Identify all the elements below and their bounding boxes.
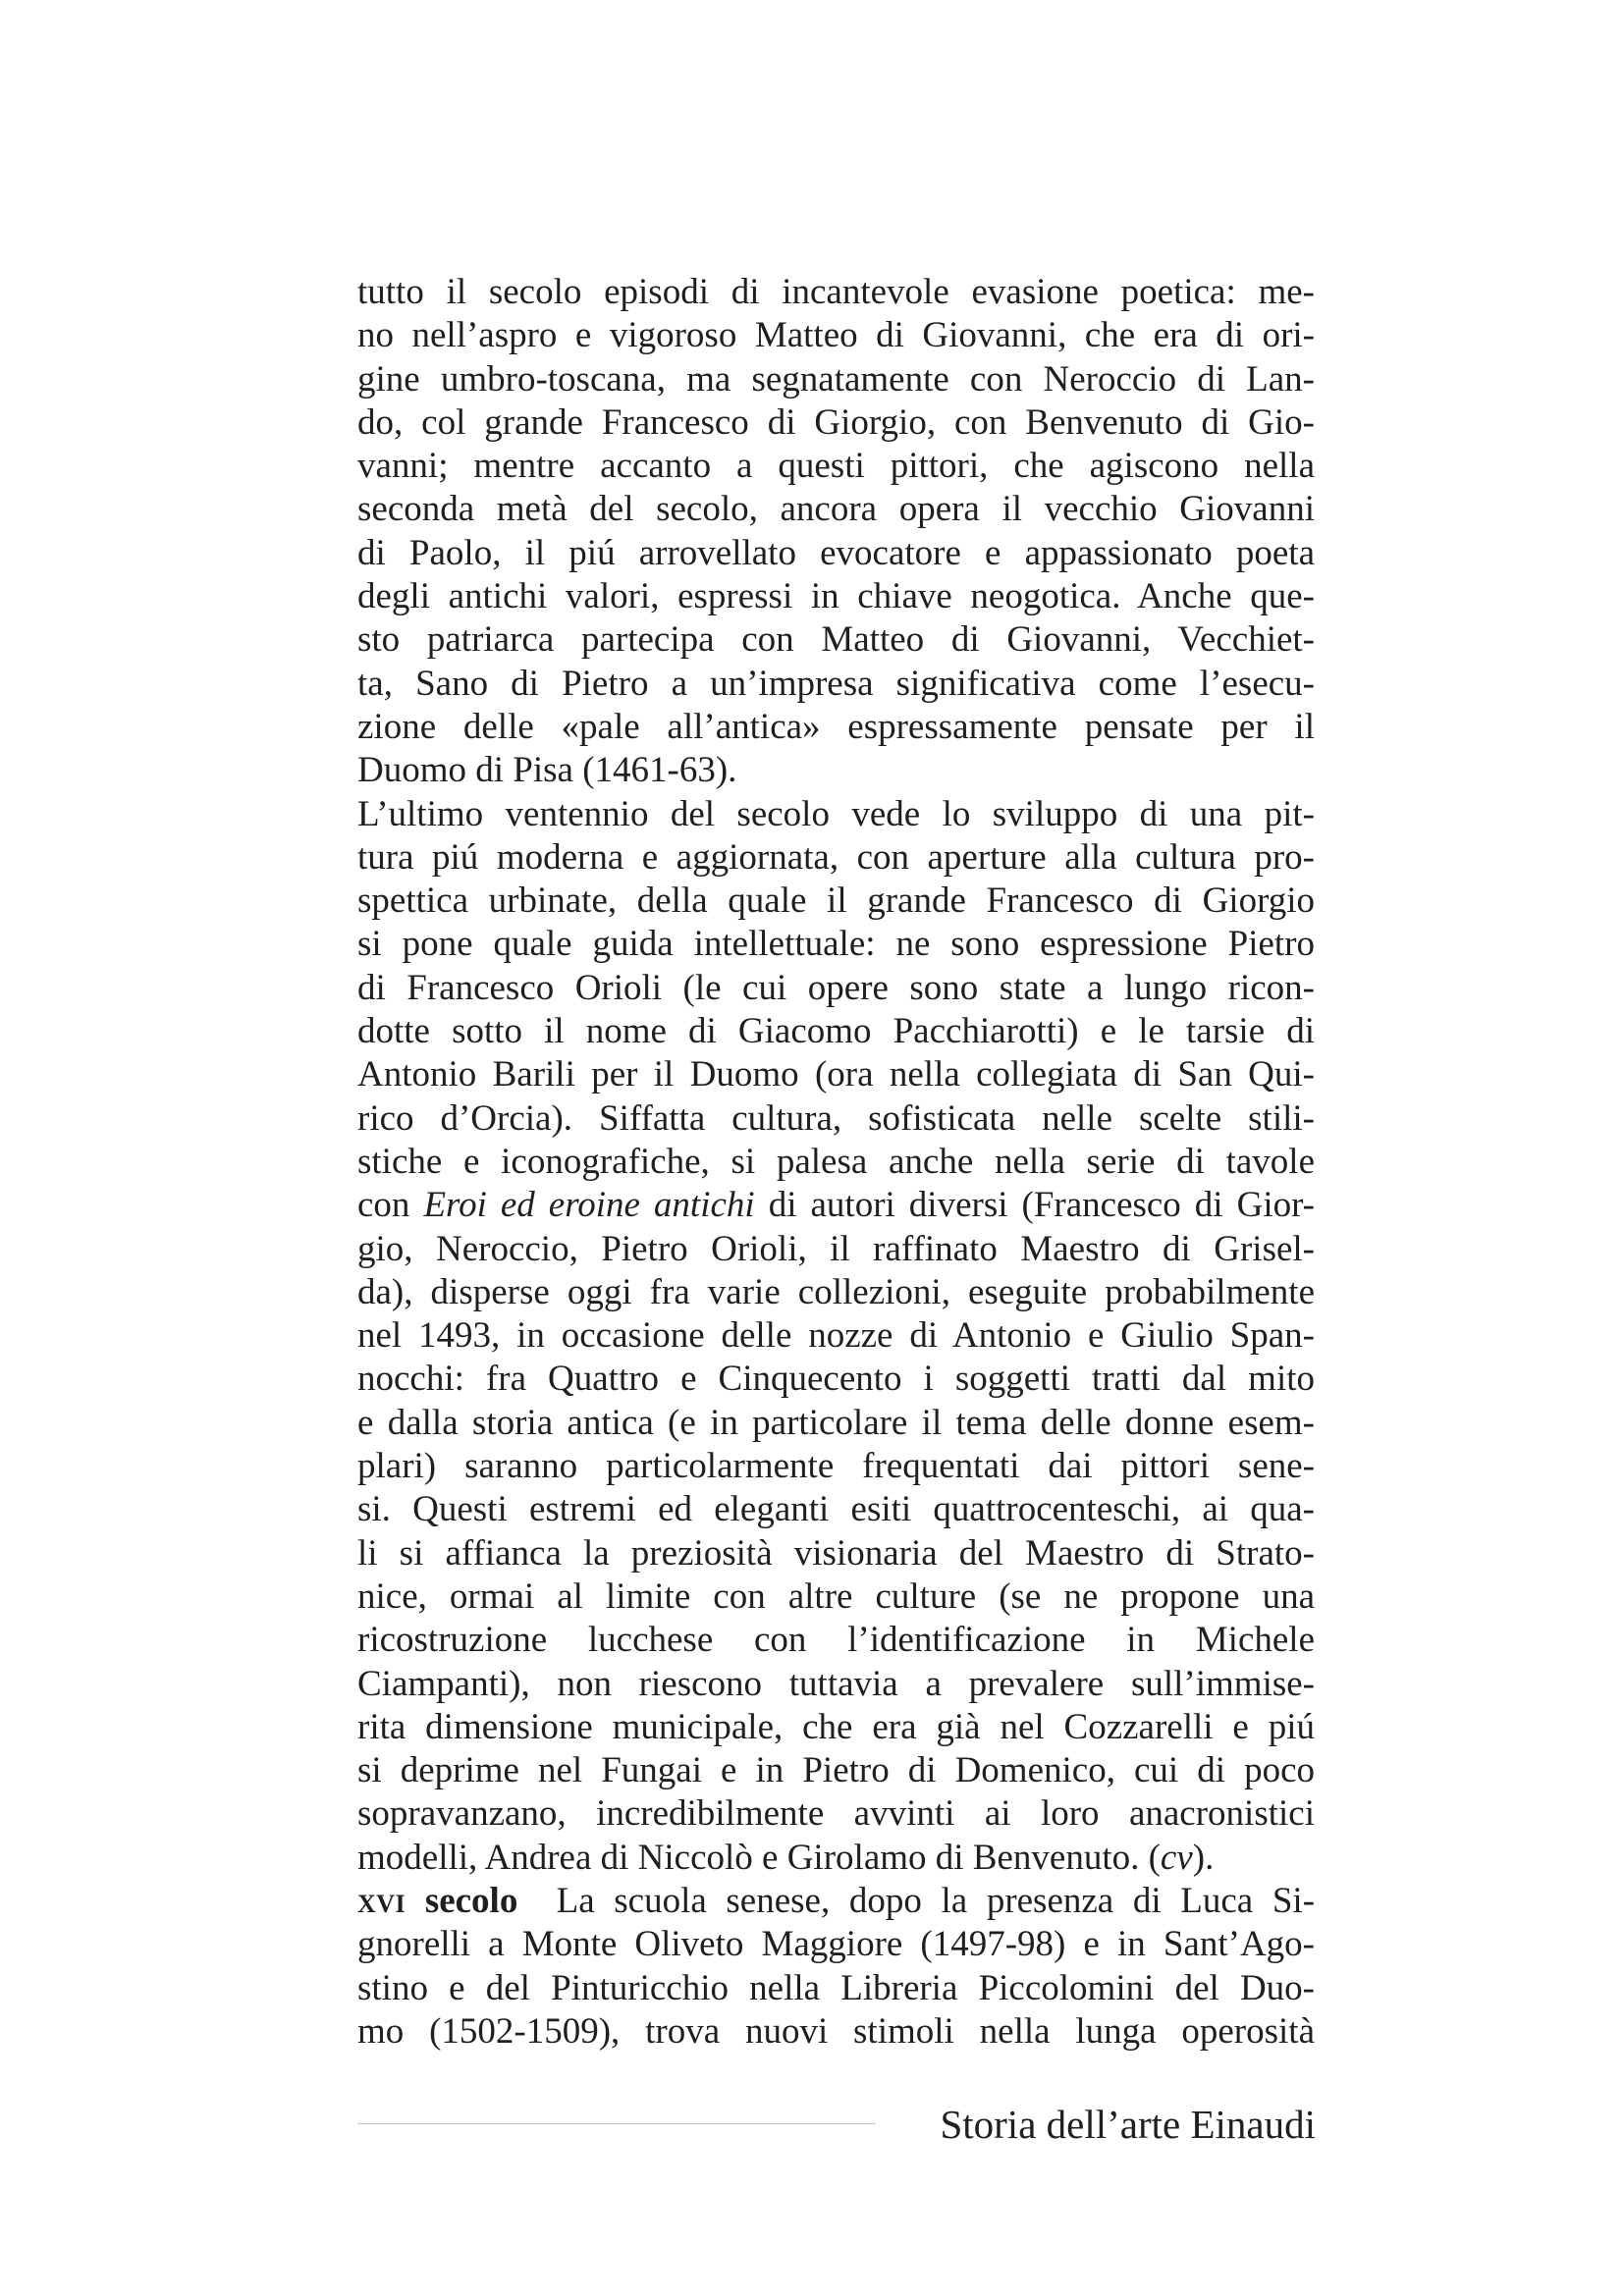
text-line: Duomo di Pisa (1461-63). bbox=[357, 750, 737, 791]
artwork-title: Eroi ed eroine antichi bbox=[423, 1185, 755, 1226]
text-line: dotte sotto il nome di Giacomo Pacchiarotti) e le tarsie di bbox=[357, 1011, 1315, 1052]
text-line: nel 1493, in occasione delle nozze di Antonio e Giulio Span- bbox=[357, 1315, 1315, 1357]
text-line: gio, Neroccio, Pietro Orioli, il raffinato Maestro di Grisel- bbox=[357, 1228, 1315, 1269]
text-line: nocchi: fra Quattro e Cinquecento i soggetti tratti dal mito bbox=[357, 1359, 1315, 1400]
text-line: Antonio Barili per il Duomo (ora nella collegiata di San Qui- bbox=[357, 1054, 1315, 1095]
body-text bbox=[357, 271, 1315, 2054]
century-numeral: xvi bbox=[357, 1880, 406, 1921]
text-line: spettica urbinate, della quale il grande Francesco di Giorgio bbox=[357, 881, 1315, 922]
text-line: do, col grande Francesco di Giorgio, con Benvenuto di Gio- bbox=[357, 401, 1315, 443]
text-line: nice, ormai al limite con altre culture (se ne propone una bbox=[357, 1575, 1315, 1617]
text-line: di Paolo, il piú arrovellato evocatore e appassionato poeta bbox=[357, 532, 1315, 573]
text-line: da), disperse oggi fra varie collezioni, eseguite probabilmente bbox=[357, 1271, 1315, 1312]
text-line: stino e del Pinturicchio nella Libreria Piccolomini del Duo- bbox=[357, 1967, 1315, 2008]
text-line: L’ultimo ventennio del secolo vede lo sviluppo di una pit- bbox=[357, 793, 1315, 834]
section-heading: secolo bbox=[424, 1880, 518, 1921]
text-line: e dalla storia antica (e in particolare il tema delle donne esem- bbox=[357, 1402, 1315, 1443]
text-line: seconda metà del secolo, ancora opera il vecchio Giovanni bbox=[357, 489, 1315, 530]
text-line: gine umbro-toscana, ma segnatamente con Neroccio di Lan- bbox=[357, 358, 1315, 400]
text-line: Ciampanti), non riescono tuttavia a prevalere sull’immise- bbox=[357, 1663, 1315, 1704]
text-line-author-initials bbox=[357, 1837, 1315, 1880]
text-segment: La scuola senese, dopo la presenza di Luca Si- bbox=[556, 1880, 1316, 1921]
text-line: tutto il secolo episodi di incantevole evasione poetica: me- bbox=[357, 272, 1315, 312]
text-line-italic-title bbox=[357, 1184, 1315, 1227]
text-segment: di autori diversi (Francesco di Gior- bbox=[754, 1185, 1315, 1226]
footer-divider bbox=[357, 2123, 876, 2124]
text-line: ta, Sano di Pietro a un’impresa significativa come l’esecu- bbox=[357, 663, 1315, 704]
text-line: no nell’aspro e vigoroso Matteo di Giovanni, che era di ori- bbox=[357, 315, 1315, 356]
text-line: rico d’Orcia). Siffatta cultura, sofisticata nelle scelte stili- bbox=[357, 1097, 1315, 1139]
text-line: plari) saranno particolarmente frequentati dai pittori sene- bbox=[357, 1446, 1315, 1487]
text-line: stiche e iconografiche, si palesa anche nella serie di tavole bbox=[357, 1141, 1315, 1182]
text-segment: con bbox=[357, 1185, 424, 1226]
text-line: tura piú moderna e aggiornata, con aperture alla cultura pro- bbox=[357, 836, 1315, 878]
section-heading-line bbox=[357, 1880, 1315, 1923]
text-line: sto patriarca partecipa con Matteo di Giovanni, Vecchiet- bbox=[357, 619, 1315, 661]
text-segment: modelli, Andrea di Niccolò e Girolamo di Benvenuto. ( bbox=[357, 1837, 1161, 1878]
author-initials: cv bbox=[1160, 1837, 1193, 1878]
text-segment: ). bbox=[1192, 1837, 1215, 1878]
text-line: vanni; mentre accanto a questi pittori, che agiscono nella bbox=[357, 446, 1315, 487]
text-line: zione delle «pale all’antica» espressamente pensate per il bbox=[357, 706, 1315, 747]
text-line: ricostruzione lucchese con l’identificazione in Michele bbox=[357, 1620, 1315, 1661]
text-line: li si affianca la preziosità visionaria del Maestro di Strato- bbox=[357, 1532, 1315, 1574]
text-line: rita dimensione municipale, che era già nel Cozzarelli e piú bbox=[357, 1706, 1315, 1747]
footer-publication-title: Storia dell’arte Einaudi bbox=[940, 2102, 1316, 2147]
text-line: di Francesco Orioli (le cui opere sono state a lungo ricon- bbox=[357, 967, 1315, 1008]
text-line: degli antichi valori, espressi in chiave neogotica. Anche que- bbox=[357, 576, 1315, 617]
text-line: sopravanzano, incredibilmente avvinti ai loro anacronistici bbox=[357, 1793, 1315, 1835]
text-line: mo (1502-1509), trova nuovi stimoli nella lunga operosità bbox=[357, 2010, 1315, 2052]
text-line: si deprime nel Fungai e in Pietro di Domenico, cui di poco bbox=[357, 1750, 1315, 1791]
text-line: si pone quale guida intellettuale: ne sono espressione Pietro bbox=[357, 924, 1315, 965]
text-line: gnorelli a Monte Oliveto Maggiore (1497-98) e in Sant’Ago- bbox=[357, 1924, 1315, 1965]
text-line: si. Questi estremi ed eleganti esiti quattrocenteschi, ai qua- bbox=[357, 1489, 1315, 1530]
